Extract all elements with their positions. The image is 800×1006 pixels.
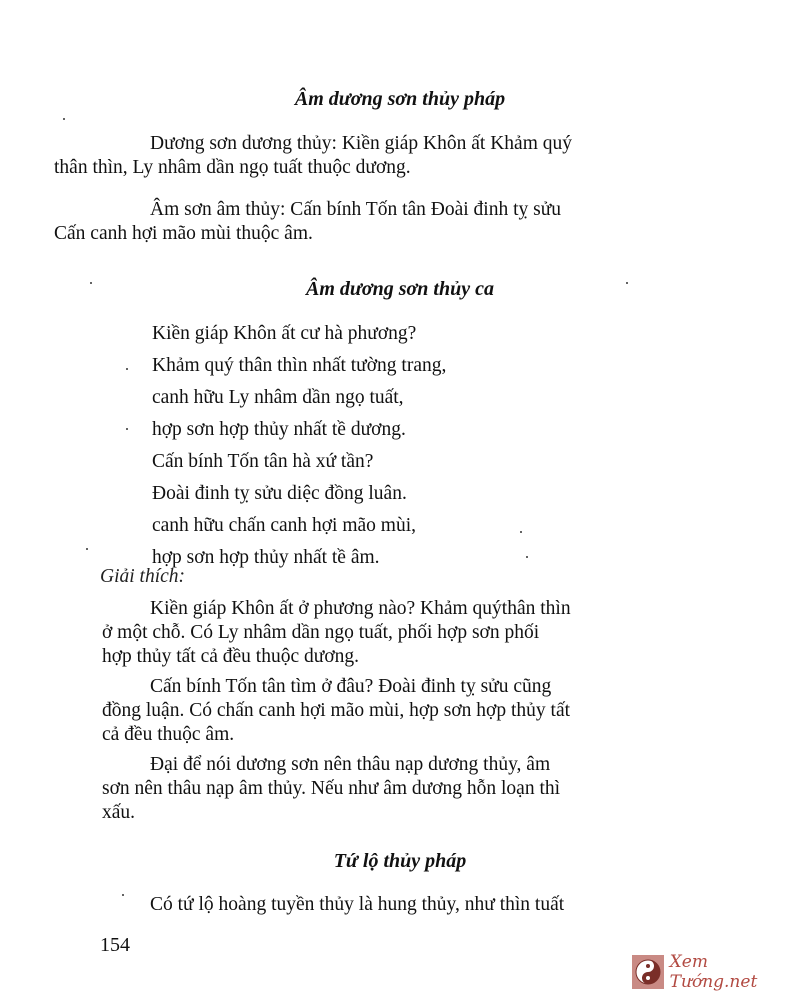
- text-line: ở một chỗ. Có Ly nhâm dần ngọ tuất, phối hợp sơn phối: [102, 622, 540, 643]
- text-line: Cấn bính Tốn tân tìm ở đâu? Đoài đinh tỵ sửu cũng: [150, 676, 552, 697]
- yin-yang-icon: [632, 955, 664, 989]
- section-heading-3: Tứ lộ thủy pháp: [333, 850, 467, 872]
- paragraph-2: [54, 198, 662, 246]
- poem-line: canh hữu chấn canh hợi mão mùi,: [152, 515, 417, 536]
- text-line: cả đều thuộc âm.: [102, 724, 235, 745]
- text-line: đồng luận. Có chấn canh hợi mão mùi, hợp sơn hợp thủy tất: [102, 700, 571, 721]
- watermark-text: Xem Tướng.net: [669, 952, 758, 992]
- paragraph-1: [54, 132, 662, 180]
- text-line: xấu.: [102, 802, 136, 823]
- section-heading-2: Âm dương sơn thủy ca: [306, 278, 494, 300]
- scan-speck: [126, 428, 128, 430]
- scan-speck: [126, 368, 128, 370]
- scan-speck: [86, 548, 88, 550]
- poem-line: Kiền giáp Khôn ất cư hà phương?: [152, 323, 417, 344]
- scan-speck: [520, 531, 522, 533]
- text-line: hợp thủy tất cả đều thuộc dương.: [102, 646, 360, 667]
- text-line: sơn nên thâu nạp âm thủy. Nếu như âm dương hỗn loạn thì: [102, 778, 561, 799]
- text-line: Có tứ lộ hoàng tuyền thủy là hung thủy, như thìn tuất: [150, 894, 565, 915]
- section-heading-1: Âm dương sơn thủy pháp: [294, 88, 506, 110]
- paragraph-1-line-2: thân thìn, Ly nhâm dần ngọ tuất thuộc dương.: [54, 157, 411, 178]
- poem-line: hợp sơn hợp thủy nhất tề dương.: [152, 419, 406, 440]
- poem-line: Khảm quý thân thìn nhất tường trang,: [152, 355, 447, 376]
- watermark-logo: [632, 952, 792, 992]
- page-number: 154: [100, 934, 130, 956]
- text-line: Kiền giáp Khôn ất ở phương nào? Khảm quýthân thìn: [150, 598, 571, 619]
- poem-line: Đoài đinh tỵ sửu diệc đồng luân.: [152, 483, 407, 504]
- scan-speck: [90, 282, 92, 284]
- poem-line: hợp sơn hợp thủy nhất tề âm.: [152, 547, 380, 568]
- scan-speck: [63, 118, 65, 120]
- scan-speck: [626, 282, 628, 284]
- text-line: Đại để nói dương sơn nên thâu nạp dương thủy, âm: [150, 754, 551, 775]
- poem-line: canh hữu Ly nhâm dần ngọ tuất,: [152, 387, 404, 408]
- paragraph-1-line-1: Dương sơn dương thủy: Kiền giáp Khôn ất Khảm quý: [150, 133, 572, 154]
- scan-speck: [526, 556, 528, 558]
- scan-speck: [122, 894, 124, 896]
- poem-line: Cấn bính Tốn tân hà xứ tần?: [152, 451, 374, 472]
- explanation-label: Giải thích:: [100, 566, 186, 587]
- paragraph-2-line-1: Âm sơn âm thủy: Cấn bính Tốn tân Đoài đinh tỵ sửu: [150, 199, 562, 220]
- paragraph-2-line-2: Cấn canh hợi mão mùi thuộc âm.: [54, 223, 313, 244]
